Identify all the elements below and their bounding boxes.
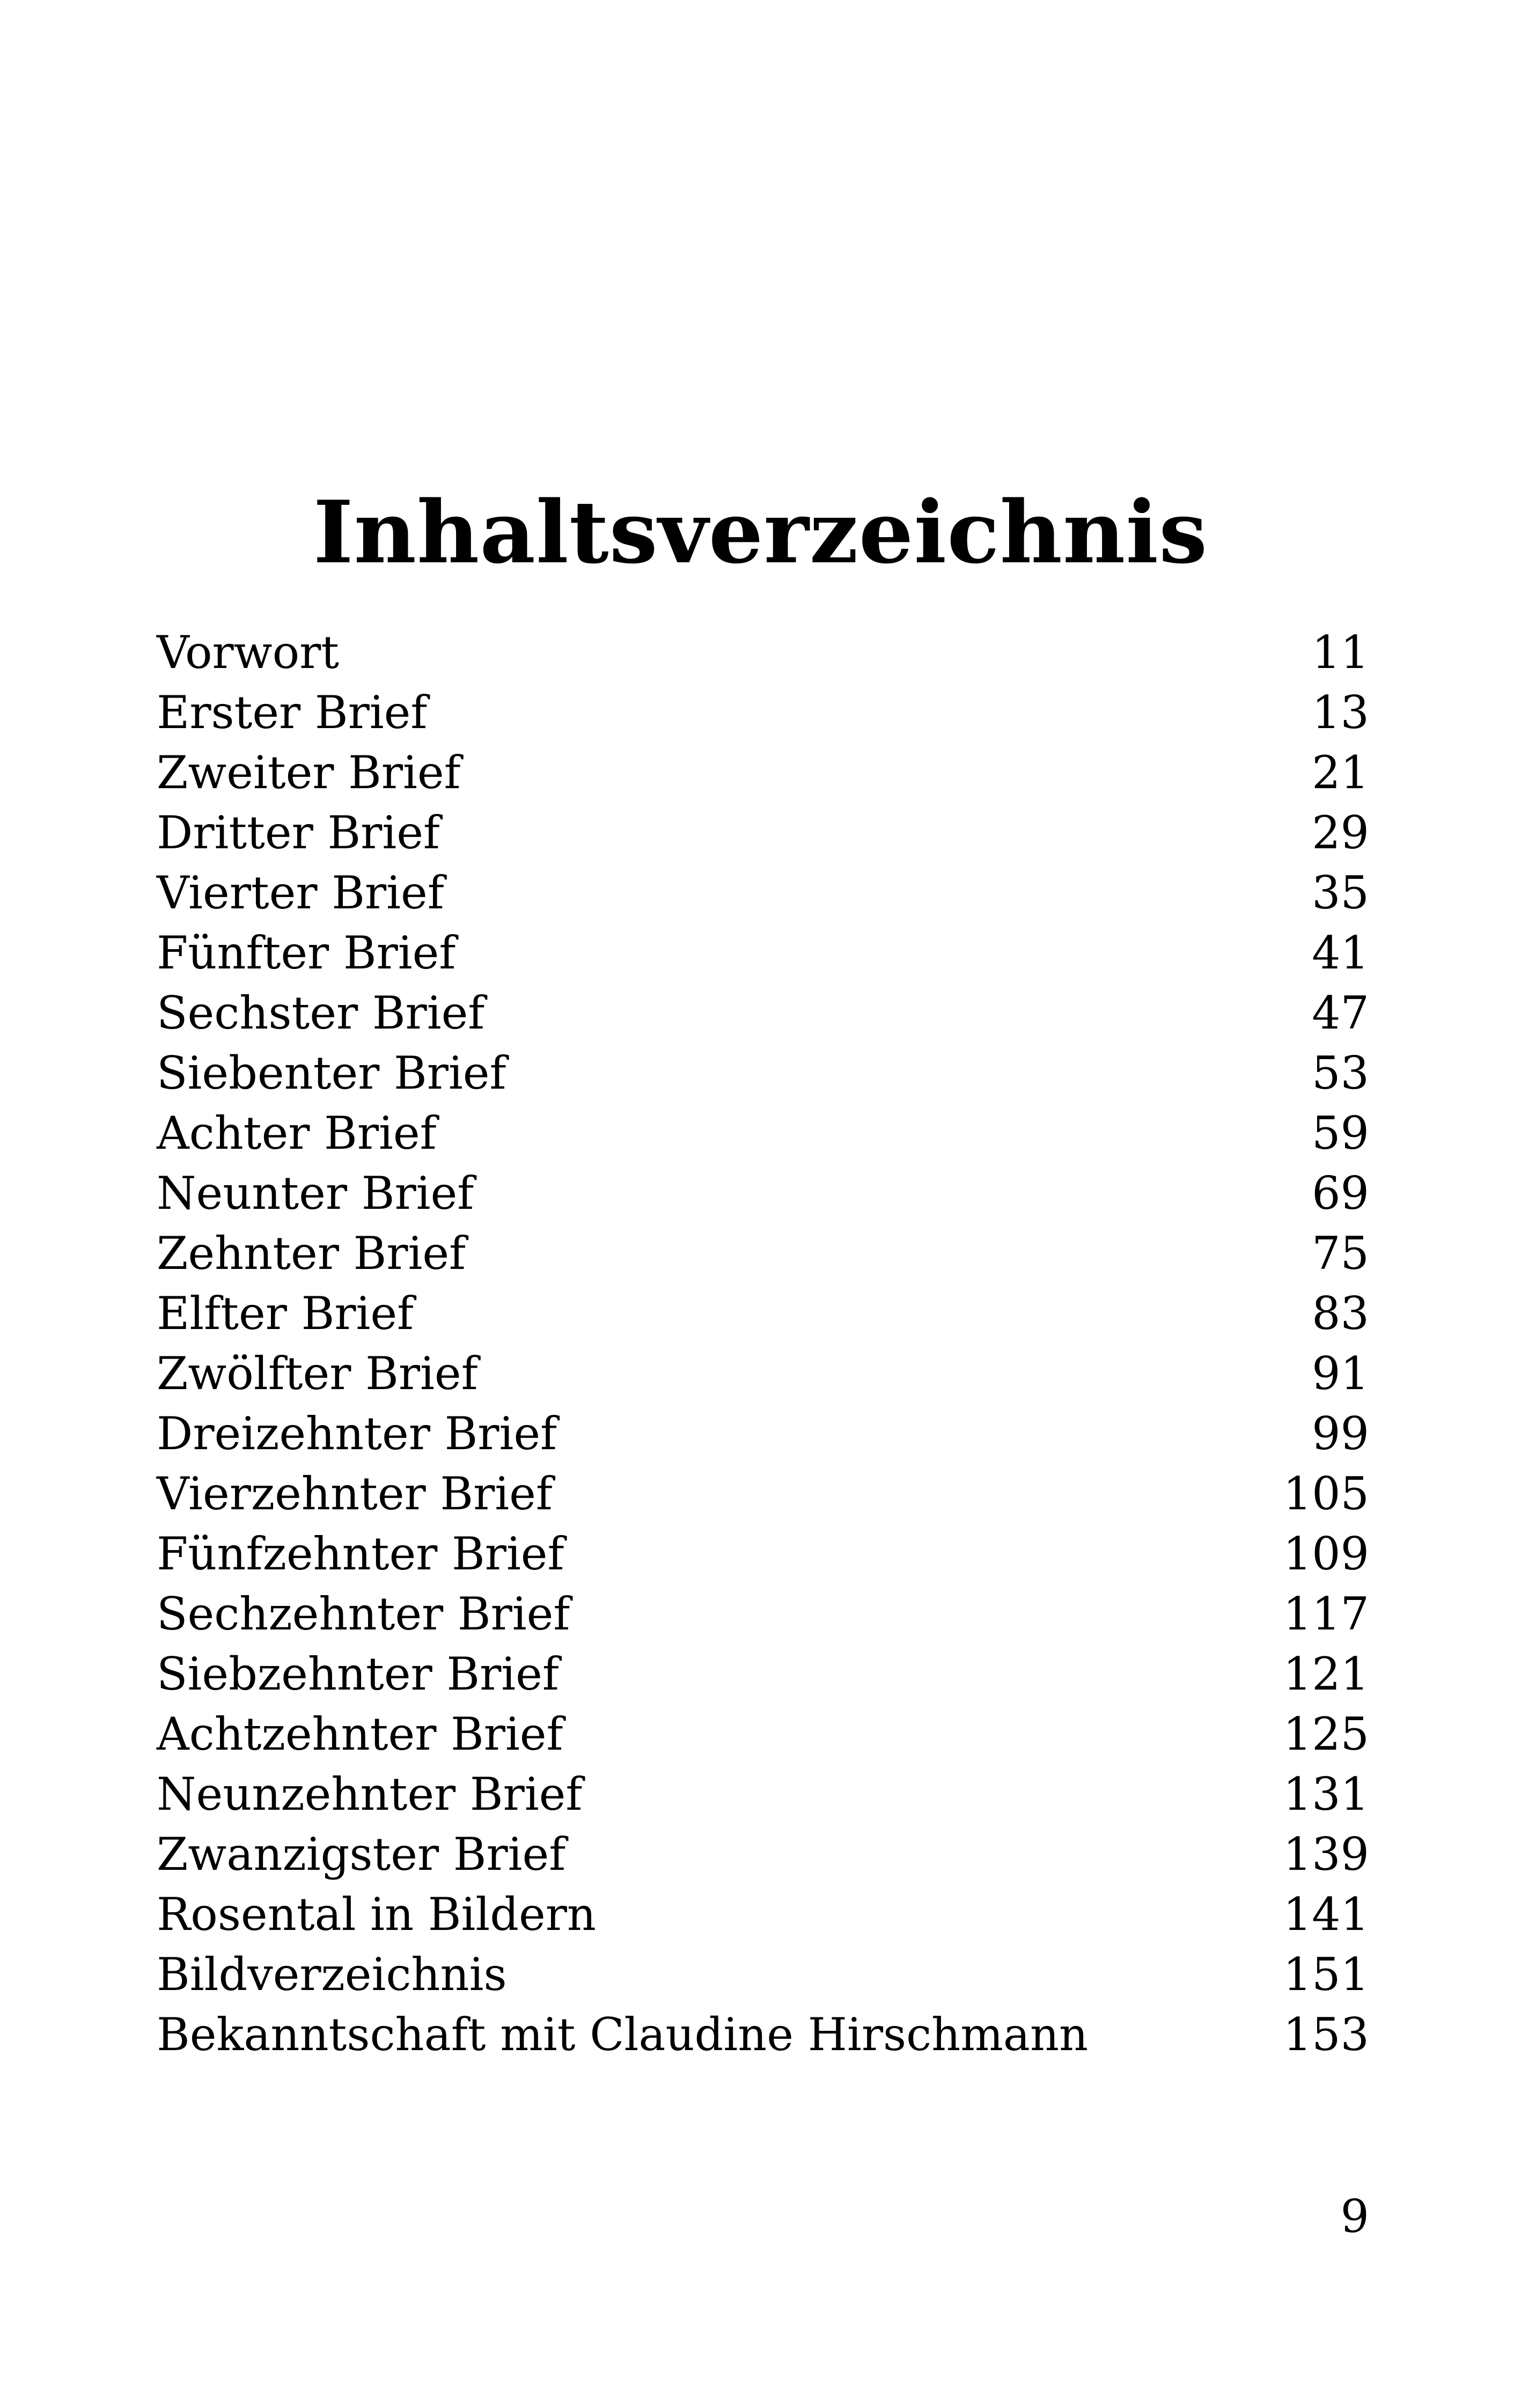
- toc-entry: [157, 1944, 1369, 2005]
- toc-entry-page: 105: [1283, 1467, 1369, 1520]
- toc-entry-page: 69: [1312, 1167, 1369, 1220]
- toc-entry: [157, 743, 1369, 803]
- toc-entry-title: Erster Brief: [157, 686, 428, 739]
- page-number: 9: [1340, 2190, 1369, 2243]
- toc-entry-title: Bekanntschaft mit Claudine Hirschmann: [157, 2008, 1089, 2061]
- toc-entry: [157, 1884, 1369, 1944]
- toc-entry-title: Achtzehnter Brief: [157, 1708, 563, 1760]
- toc-entry-title: Zehnter Brief: [157, 1227, 466, 1280]
- toc-entry-title: Elfter Brief: [157, 1287, 414, 1340]
- toc-entry: [157, 1344, 1369, 1404]
- toc-entry: [157, 1103, 1369, 1163]
- toc-entry: [157, 1464, 1369, 1524]
- toc-entry: [157, 923, 1369, 983]
- toc-entry-title: Zweiter Brief: [157, 746, 461, 799]
- toc-entry-page: 29: [1312, 806, 1369, 859]
- toc-entry: [157, 1704, 1369, 1764]
- toc-entry-title: Sechster Brief: [157, 987, 485, 1039]
- toc-entry: [157, 1644, 1369, 1704]
- toc-entry-page: 91: [1312, 1347, 1369, 1400]
- toc-entry-page: 59: [1312, 1107, 1369, 1159]
- table-of-contents: [157, 622, 1369, 2065]
- toc-entry-page: 121: [1283, 1648, 1369, 1700]
- toc-entry-page: 117: [1283, 1588, 1369, 1640]
- toc-entry: [157, 863, 1369, 923]
- toc-entry-page: 21: [1312, 746, 1369, 799]
- toc-entry: [157, 1764, 1369, 1824]
- toc-entry-title: Fünfter Brief: [157, 927, 456, 979]
- toc-entry-page: 99: [1312, 1407, 1369, 1460]
- toc-entry-title: Zwölfter Brief: [157, 1347, 478, 1400]
- toc-entry: [157, 1163, 1369, 1223]
- toc-entry-page: 11: [1312, 626, 1369, 679]
- toc-entry-title: Neunter Brief: [157, 1167, 474, 1220]
- toc-entry-page: 125: [1283, 1708, 1369, 1760]
- toc-entry-title: Dritter Brief: [157, 806, 440, 859]
- toc-entry-page: 131: [1283, 1768, 1369, 1820]
- toc-entry-title: Siebenter Brief: [157, 1047, 506, 1099]
- toc-entry: [157, 1223, 1369, 1283]
- toc-entry: [157, 1584, 1369, 1644]
- toc-entry-title: Zwanzigster Brief: [157, 1828, 566, 1881]
- toc-entry-page: 151: [1283, 1948, 1369, 2001]
- toc-entry-title: Fünfzehnter Brief: [157, 1528, 564, 1580]
- toc-entry-title: Rosental in Bildern: [157, 1888, 596, 1941]
- toc-entry: [157, 803, 1369, 863]
- toc-entry: [157, 682, 1369, 743]
- toc-entry: [157, 1283, 1369, 1344]
- toc-entry-page: 47: [1312, 987, 1369, 1039]
- toc-entry-page: 41: [1312, 927, 1369, 979]
- toc-entry-page: 53: [1312, 1047, 1369, 1099]
- toc-entry: [157, 983, 1369, 1043]
- toc-entry-page: 139: [1283, 1828, 1369, 1881]
- toc-entry: [157, 1524, 1369, 1584]
- toc-entry: [157, 622, 1369, 682]
- toc-entry-title: Vierter Brief: [157, 867, 444, 919]
- toc-entry: [157, 1043, 1369, 1103]
- toc-entry-page: 153: [1283, 2008, 1369, 2061]
- toc-entry-title: Sechzehnter Brief: [157, 1588, 570, 1640]
- page-title: Inhaltsverzeichnis: [313, 482, 1208, 583]
- toc-entry: [157, 1404, 1369, 1464]
- toc-entry-title: Bildverzeichnis: [157, 1948, 507, 2001]
- toc-entry-page: 13: [1312, 686, 1369, 739]
- toc-entry-title: Siebzehnter Brief: [157, 1648, 559, 1700]
- toc-entry-page: 35: [1312, 867, 1369, 919]
- toc-entry-title: Vorwort: [157, 626, 340, 679]
- toc-entry: [157, 2005, 1369, 2065]
- toc-entry-page: 141: [1283, 1888, 1369, 1941]
- toc-entry: [157, 1824, 1369, 1884]
- toc-entry-page: 75: [1312, 1227, 1369, 1280]
- toc-entry-page: 83: [1312, 1287, 1369, 1340]
- toc-entry-page: 109: [1283, 1528, 1369, 1580]
- toc-entry-title: Vierzehnter Brief: [157, 1467, 553, 1520]
- toc-entry-title: Neunzehnter Brief: [157, 1768, 583, 1820]
- toc-entry-title: Achter Brief: [157, 1107, 437, 1159]
- toc-entry-title: Dreizehnter Brief: [157, 1407, 557, 1460]
